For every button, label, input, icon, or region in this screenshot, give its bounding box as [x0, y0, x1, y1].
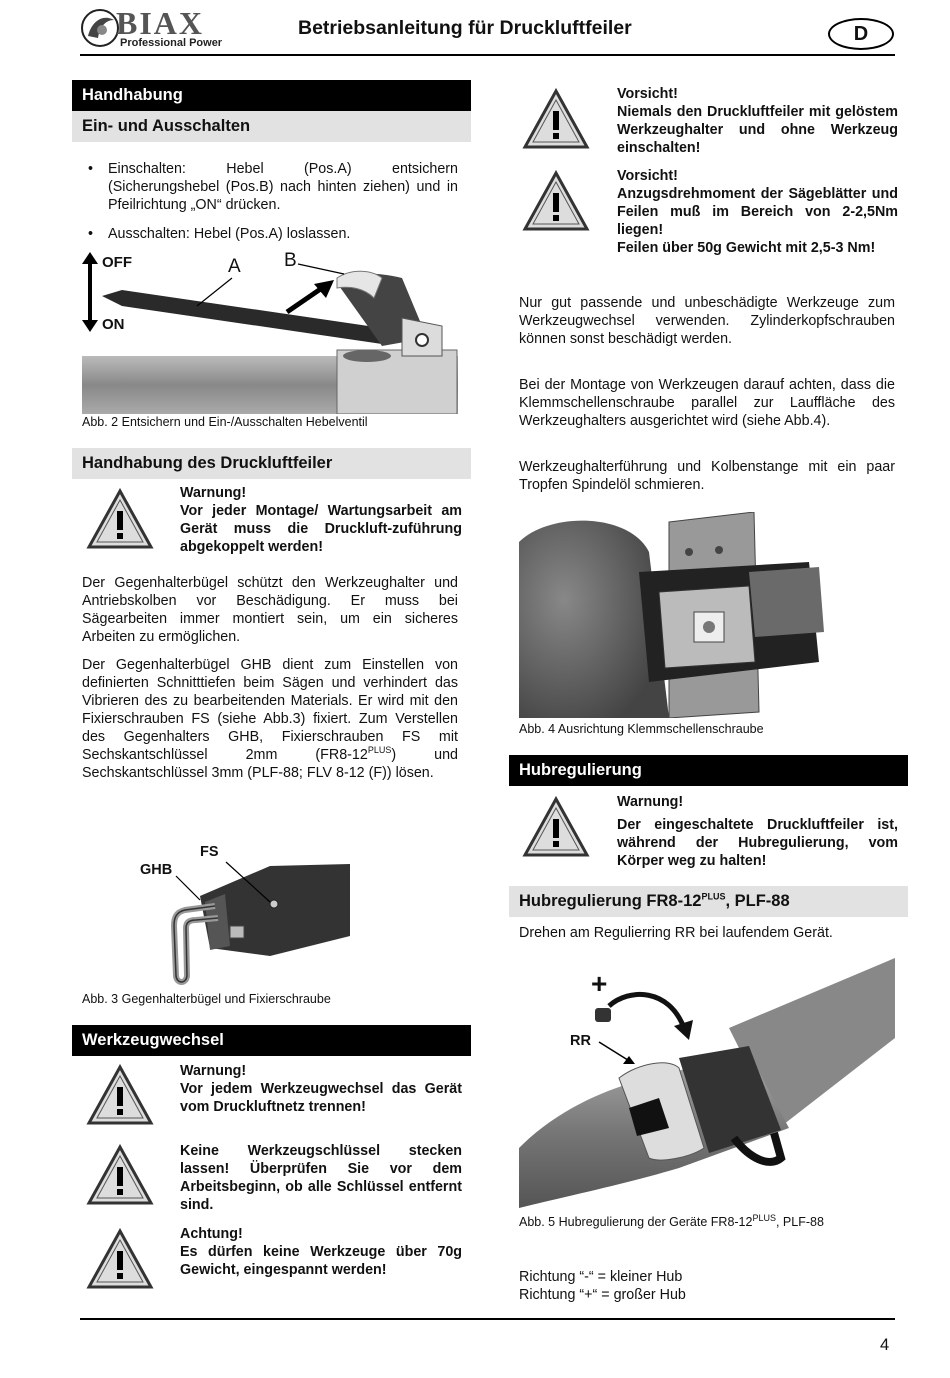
figure-3-caption: Abb. 3 Gegenhalterbügel und Fixierschraube: [82, 992, 331, 1006]
paragraph-spindeloel: Werkzeughalterführung und Kolbenstange mit ein paar Tropfen Spindelöl schmieren.: [519, 459, 895, 493]
plus-superscript: PLUS: [367, 745, 392, 756]
warning-4-text: Es dürfen keine Werkzeuge über 70g Gewicht, eingespannt werden!: [180, 1244, 462, 1278]
logo-text: BIAX: [116, 5, 205, 41]
subsection-hub-part2: , PLF-88: [725, 892, 790, 910]
label-ghb: GHB: [140, 862, 173, 878]
section-werkzeugwechsel: Werkzeugwechsel: [72, 1025, 471, 1056]
logo-subtitle: Professional Power: [120, 37, 223, 49]
warning-triangle-icon: [86, 1064, 154, 1126]
language-badge: [828, 18, 894, 50]
paragraph-ghb: [82, 656, 458, 782]
figure-5-caption-part1: Abb. 5 Hubregulierung der Geräte FR8-12: [519, 1215, 753, 1229]
warning-triangle-icon: [86, 1144, 154, 1206]
warning-5-text: Niemals den Druckluftfeiler mit gelöstem Werkzeughalter und ohne Werkzeug einschalten!: [617, 104, 898, 156]
warning-triangle-icon: [522, 170, 590, 232]
page-number: 4: [880, 1336, 890, 1354]
figure-2-lever-valve: [82, 248, 458, 414]
plus-superscript: PLUS: [701, 891, 726, 902]
paragraph-montage: Bei der Montage von Werkzeugen darauf achten, dass die Klemmschellenschraube parallel zur Lauffläche des Werkzeughalters ausgerichtet wird (siehe Abb.4).: [519, 377, 895, 429]
warning-4: [180, 1225, 462, 1279]
figure-3-counter-bracket: [130, 836, 360, 986]
figure-4-clamp-screw: [519, 512, 829, 718]
subsection-handhabung-druckluftfeiler: Handhabung des Druckluftfeiler: [72, 448, 471, 479]
warning-2-text: Vor jedem Werkzeugwechsel das Gerät vom Druckluftnetz trennen!: [180, 1081, 462, 1115]
figure-5-stroke-adjustment: [519, 958, 895, 1208]
warning-triangle-icon: [522, 88, 590, 150]
bullet-einschalten: • Einschalten: Hebel (Pos.A) entsichern (Sicherungshebel (Pos.B) nach hinten ziehen) und in Pfeilrichtung „ON“ drücken.: [82, 160, 458, 214]
section-hubregulierung: Hubregulierung: [509, 755, 908, 786]
subsection-hub-part1: Hubregulierung FR8-12: [519, 892, 702, 910]
direction-minus: Richtung “-“ = kleiner Hub: [519, 1269, 683, 1285]
header: [0, 0, 950, 58]
paragraph-gegenhalterbuegel: Der Gegenhalterbügel schützt den Werkzeughalter und Antriebskolben vor Beschädigung. Er muss bei Sägearbeiten immer montiert sein, um ein sicheres Arbeiten zu ermöglichen.: [82, 575, 458, 645]
biax-logo: [80, 6, 230, 50]
counter-bracket-illustration: [130, 836, 360, 986]
section-handhabung: Handhabung: [72, 80, 471, 111]
warning-7: [617, 793, 898, 870]
subsection-ein-ausschalten: Ein- und Ausschalten: [72, 111, 471, 142]
warning-4-title: Achtung!: [180, 1226, 243, 1242]
figure-5-caption: [519, 1214, 824, 1230]
label-rr: RR: [570, 1033, 591, 1049]
logo-emblem-icon: [80, 6, 120, 50]
plus-superscript: PLUS: [752, 1212, 776, 1223]
label-off: OFF: [102, 254, 132, 271]
switch-instructions: [82, 160, 458, 254]
paragraph-werkzeuge: Nur gut passende und unbeschädigte Werkzeuge zum Werkzeugwechsel verwenden. Zylinderkopfschrauben können sonst beschädigt werden.: [519, 295, 895, 347]
paragraph-ghb-part1: Der Gegenhalterbügel GHB dient zum Einstellen von definierten Schnitttiefen beim Sägen und verhindert das Vibrieren des zu bearbeitenden Materials. Er wird mit den Fixierschrauben FS (siehe Abb.3) fixiert. Zum Verstellen des Gegenhalters GHB, Fixierschrauben FS mit Sechskantschlüssel 2mm (FR8-12: [82, 657, 458, 763]
warning-7-title: Warnung!: [617, 794, 684, 810]
warning-1-text: Vor jeder Montage/ Wartungsarbeit am Gerät muss die Druckluft-zuführung abgekoppelt werden!: [180, 503, 462, 555]
warning-5: [617, 85, 898, 157]
warning-6: [617, 167, 898, 257]
subsection-hubregulierung-fr8: [509, 886, 908, 917]
warning-1-title: Warnung!: [180, 485, 247, 501]
bullet-ausschalten: • Ausschalten: Hebel (Pos.A) loslassen.: [82, 225, 458, 243]
footer-rule: [80, 1318, 895, 1320]
clamp-screw-illustration: [519, 512, 829, 718]
label-fs: FS: [200, 844, 219, 860]
figure-4-caption: Abb. 4 Ausrichtung Klemmschellenschraube: [519, 722, 764, 736]
warning-2: [180, 1062, 462, 1116]
warning-triangle-icon: [86, 488, 154, 550]
warning-triangle-icon: [86, 1228, 154, 1290]
paragraph-regulierring: Drehen am Regulierring RR bei laufendem Gerät.: [519, 925, 833, 941]
stroke-adjustment-illustration: [519, 958, 895, 1208]
direction-plus: Richtung “+“ = großer Hub: [519, 1287, 686, 1303]
figure-5-caption-part2: , PLF-88: [775, 1215, 824, 1229]
label-a: A: [228, 256, 241, 277]
warning-5-title: Vorsicht!: [617, 86, 678, 102]
warning-6-text: Anzugsdrehmoment der Sägeblätter und Feilen muß im Bereich von 2-2,5Nm liegen!: [617, 186, 898, 238]
warning-1: [180, 484, 462, 556]
label-minus: -: [715, 1022, 724, 1052]
warning-6-title: Vorsicht!: [617, 168, 678, 184]
label-b: B: [284, 250, 297, 271]
page-title: Betriebsanleitung für Druckluftfeiler: [298, 17, 632, 39]
warning-3: [180, 1142, 462, 1214]
warning-triangle-icon: [522, 796, 590, 858]
warning-6-text-2: Feilen über 50g Gewicht mit 2,5-3 Nm!: [617, 240, 876, 256]
language-badge-label: D: [853, 23, 869, 45]
figure-2-caption: Abb. 2 Entsichern und Ein-/Ausschalten Hebelventil: [82, 415, 368, 429]
label-plus: +: [591, 968, 608, 999]
paragraph-ghb-part2: ) und Sechskantschlüssel 3mm (PLF-88; FLV 8-12 (F)) lösen.: [82, 747, 458, 781]
header-rule: [80, 54, 895, 56]
warning-3-text: Keine Werkzeugschlüssel stecken lassen! Überprüfen Sie vor dem Arbeitsbeginn, ob alle Schlüssel entfernt sind.: [180, 1143, 462, 1213]
label-on: ON: [102, 316, 125, 333]
pointer-lines-icon: [82, 248, 458, 414]
warning-7-text: Der eingeschaltete Druckluftfeiler ist, während der Hubregulierung, vom Körper weg zu halten!: [617, 817, 898, 869]
warning-2-title: Warnung!: [180, 1063, 247, 1079]
